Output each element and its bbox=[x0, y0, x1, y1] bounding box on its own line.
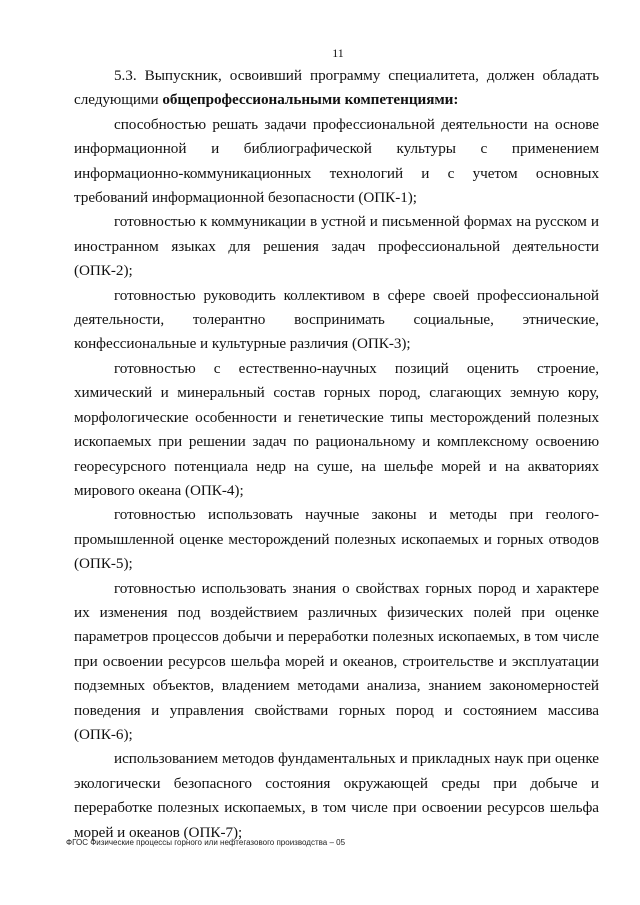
page-footer: ФГОС Физические процессы горного или нефтегазового производства – 05 bbox=[66, 838, 346, 847]
competency-opk-3: готовностью руководить коллективом в сфере своей профессиональной деятельности, толерантно воспринимать социальные, этнические, конфессиональные и культурные различия (ОПК-3); bbox=[74, 286, 599, 353]
page-number: 11 bbox=[332, 46, 344, 60]
document-body bbox=[74, 64, 599, 845]
competency-opk-5: готовностью использовать научные законы и методы при геолого-промышленной оценке месторождений полезных ископаемых и горных отводов (ОПК-5); bbox=[74, 506, 599, 573]
competency-opk-1: способностью решать задачи профессиональной деятельности на основе информационной и библиографической культуры с применением информационно-коммуникационных технологий и с учетом основных требований информационной безопасности (ОПК-1); bbox=[74, 115, 599, 207]
intro-text: 5.3. Выпускник, освоивший программу специалитета, должен обладать следующими bbox=[74, 67, 599, 109]
competency-opk-2: готовностью к коммуникации в устной и письменной формах на русском и иностранном языках для решения задач профессиональной деятельности (ОПК-2); bbox=[74, 213, 599, 280]
competency-opk-7: использованием методов фундаментальных и прикладных наук при оценке экологически безопасного состояния окружающей среды при добыче и переработке полезных ископаемых, в том числе при освоении ресурсов шельфа морей и океанов (ОПК-7); bbox=[74, 750, 599, 841]
intro-bold-term: общепрофессиональными компетенциями: bbox=[162, 91, 459, 109]
competency-opk-6: готовностью использовать знания о свойствах горных пород и характере их изменения под воздействием различных физических полей при оценке параметров процессов добычи и переработки полезных ископаемых, в том числе при освоении ресурсов шельфа морей и океанов, строительстве и эксплуатации подземных объектов, владением методами анализа, знанием закономерностей поведения и управления свойствами горных пород и состоянием массива (ОПК-6); bbox=[74, 579, 599, 743]
section-intro bbox=[74, 64, 599, 113]
competency-opk-4: готовностью с естественно-научных позиций оценить строение, химический и минеральный состав горных пород, слагающих земную кору, морфологические особенности и генетические типы месторождений полезных ископаемых при решении задач по рациональному и комплексному освоению георесурсного потенциала недр на суше, на шельфе морей и на акваториях мирового океана (ОПК-4); bbox=[74, 359, 599, 499]
